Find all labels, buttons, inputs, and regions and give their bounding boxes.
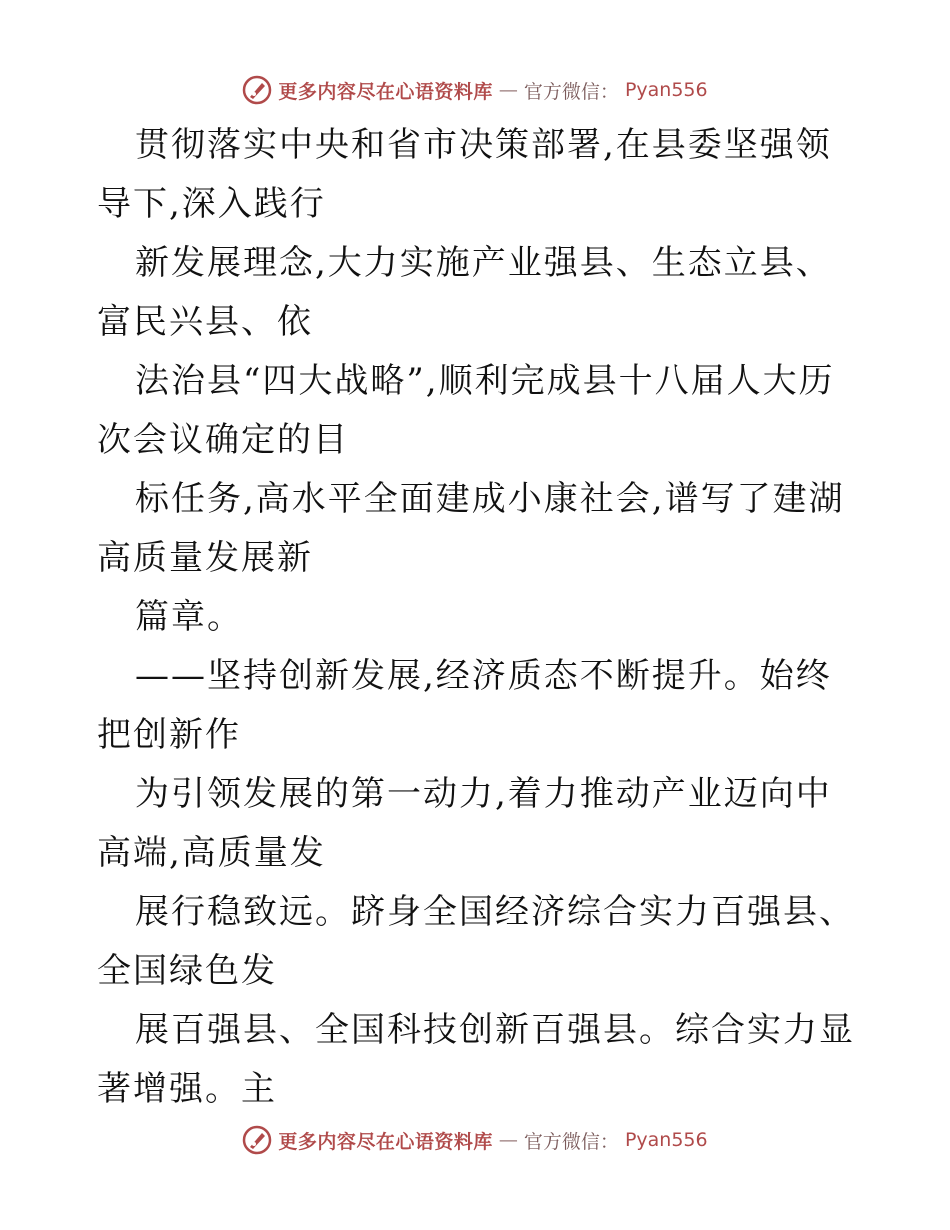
banner-text: 更多内容尽在心语资料库: [278, 80, 493, 103]
banner-label: 官方微信：: [523, 1130, 619, 1153]
banner-label: 官方微信：: [523, 80, 619, 103]
paragraph: 标任务,高水平全面建成小康社会,谱写了建湖高质量发展新: [97, 479, 845, 578]
paragraph: 展百强县、全国科技创新百强县。综合实力显著增强。主: [97, 1010, 855, 1109]
paragraph: 展行稳致远。跻身全国经济综合实力百强县、全国绿色发: [97, 892, 855, 991]
paragraph: ——坚持创新发展,经济质态不断提升。始终把创新作: [97, 656, 832, 755]
paragraph: 新发展理念,大力实施产业强县、生态立县、富民兴县、依: [97, 243, 832, 342]
paragraph: 贯彻落实中央和省市决策部署,在县委坚强领导下,深入践行: [97, 125, 832, 224]
banner-wechat-id: Pyan556: [624, 1129, 708, 1151]
header-watermark-banner: [0, 70, 950, 110]
banner-text: 更多内容尽在心语资料库: [278, 1130, 493, 1153]
paragraph: 法治县“四大战略”,顺利完成县十八届人大历次会议确定的目: [97, 361, 835, 460]
document-body: [97, 116, 867, 1119]
pen-logo-icon: [242, 75, 272, 105]
banner-wechat-id: Pyan556: [624, 79, 708, 101]
banner-dash: —: [498, 1129, 518, 1151]
pen-logo-icon: [242, 1125, 272, 1155]
banner-dash: —: [498, 79, 518, 101]
footer-watermark-banner: [0, 1120, 950, 1160]
paragraph: 篇章。: [135, 597, 243, 637]
paragraph: 为引领发展的第一动力,着力推动产业迈向中高端,高质量发: [97, 774, 832, 873]
